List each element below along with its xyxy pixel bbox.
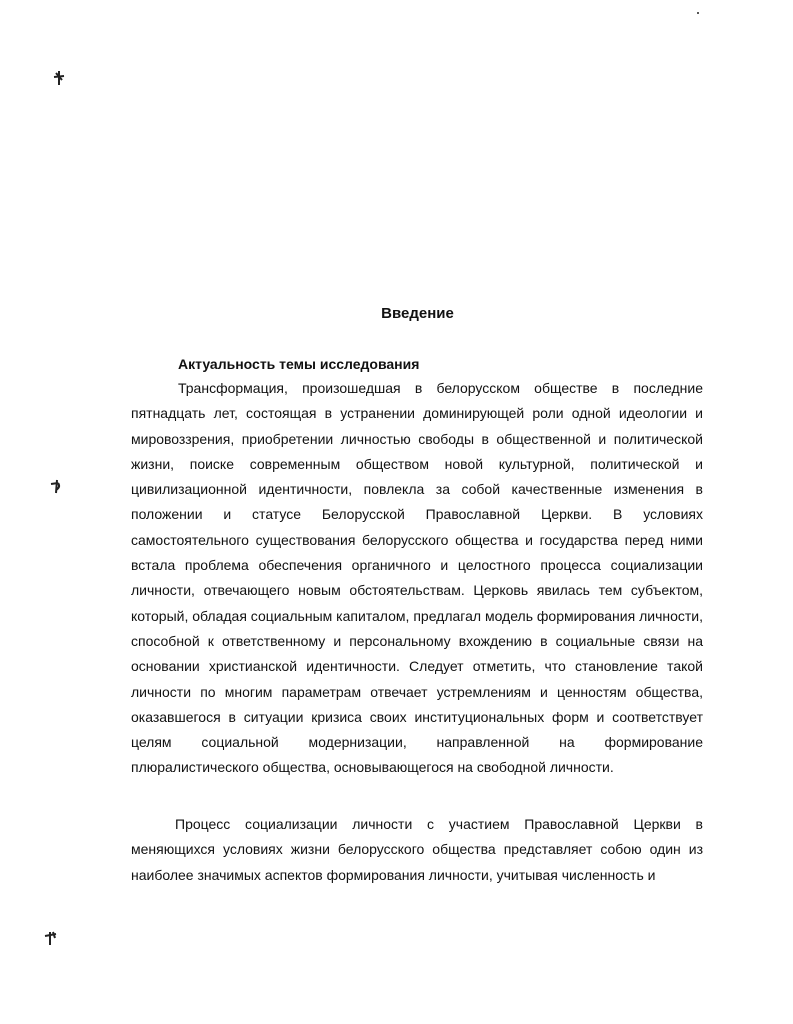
paragraph-1: Трансформация, произошедшая в белорусском обществе в последние пятнадцать лет, состоящая в устранении доминирующей роли одной идеологии и мировоззрения, приобретении личностью свободы в общественной и политической жизни, поиске современным обществом новой культурной, политической и цивилизационной идентичности, повлекла за собой качественные изменения в положении и статусе Белорусской Православной Церкви. В условиях самостоятельного существования белорусского общества и государства перед ними встала проблема обеспечения органичного и целостного процесса социализации личности, отвечающего новым обстоятельствам. Церковь явилась тем субъектом, который, обладая социальным капиталом, предлагал модель формирования личности, способной к ответственному и персональному вхождению в социальные связи на основании христианской идентичности. Следует отметить, что становление такой личности по многим параметрам отвечает устремлениям и ценностям общества, оказавшегося в ситуации кризиса своих институциональных форм и соответствует целям социальной модернизации, направленной на формирование плюралистического общества, основывающегося на свободной личности.	[131, 380, 704, 776]
paragraph-2: Процесс социализации личности с участием Православной Церкви в меняющихся условиях жизни белорусского общества представляет собою один из наиболее значимых аспектов формирования личности, учитывая численность и	[131, 816, 703, 883]
scan-mark-top	[52, 70, 66, 86]
page-title: Введение	[381, 305, 454, 322]
scan-dot	[697, 12, 699, 14]
section-heading: Актуальность темы исследования	[178, 356, 420, 372]
scan-mark-middle	[48, 478, 62, 494]
scan-mark-bottom	[44, 930, 58, 946]
